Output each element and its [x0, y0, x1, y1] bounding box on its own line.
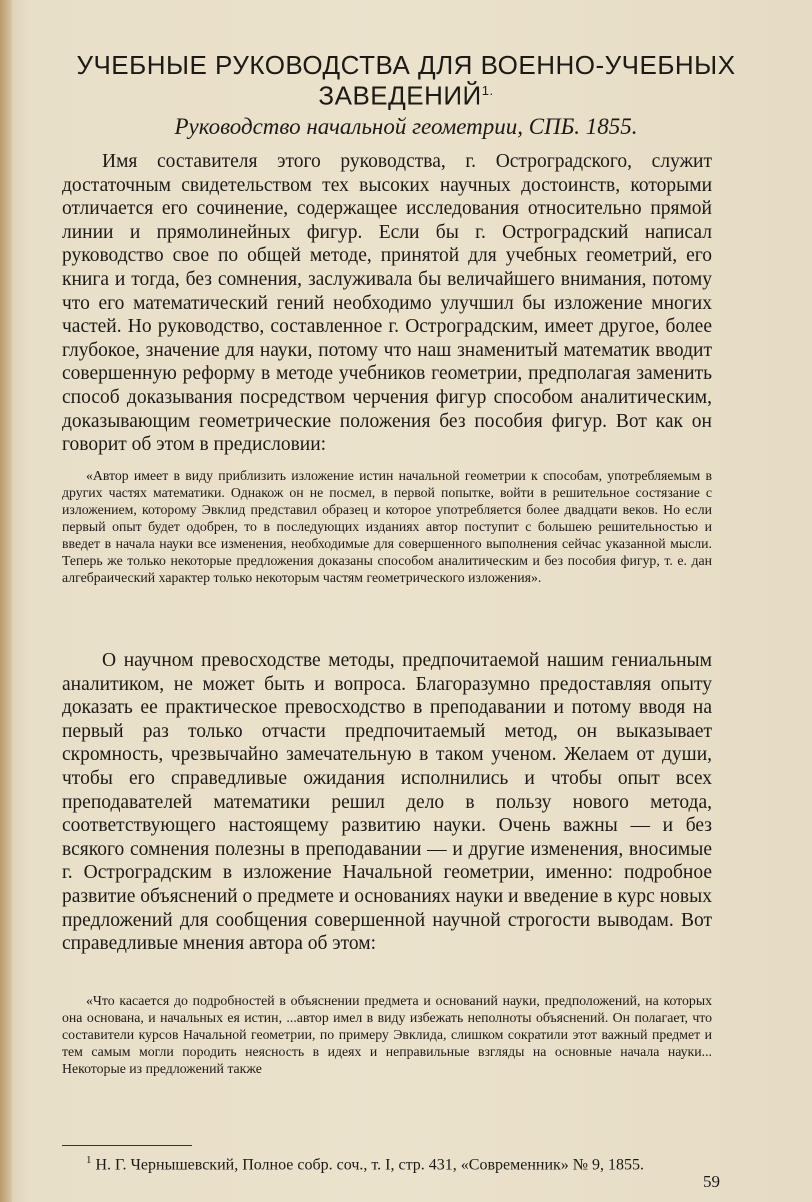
page-spine-edge: [0, 0, 12, 1202]
page-title: [40, 52, 772, 109]
footnote-divider: [62, 1145, 192, 1146]
body-paragraph-1: Имя составителя этого руководства, г. Остроградского, служит достаточным свидетельством тех высоких научных достоинств, которыми отличается его сочинение, содержащее исследования относительно прямой линии и прямолинейных фигур. Если бы г. Остроградский написал руководство свое по общей методе, принятой для учебных геометрий, его книга и тогда, без сомнения, заслуживала бы величайшего внимания, потому что его математический гений необходимо улучшил бы изложение многих частей. Но руководство, составленное г. Остроградским, имеет другое, более глубокое, значение для науки, потому что наш знаменитый математик вводит совершенную реформу в методе учебников геометрии, предполагая заменить способ доказывания посредством черчения фигур способом аналитическим, доказывающим геометрические положения без пособия фигур. Вот как он говорит об этом в предисловии:: [62, 151, 712, 456]
quote-2-block: [62, 992, 712, 1077]
title-text: УЧЕБНЫЕ РУКОВОДСТВА ДЛЯ ВОЕННО-УЧЕБНЫХ ЗАВЕДЕНИЙ: [76, 50, 736, 111]
footnote: [62, 1150, 712, 1175]
quote-1-block: [62, 467, 712, 586]
page-subtitle: Руководство начальной геометрии, СПБ. 1855.: [174, 114, 638, 139]
body-paragraph-1-block: [62, 150, 712, 457]
quote-paragraph-1: «Автор имеет в виду приблизить изложение истин начальной геометрии к способам, употребляемым в других частях математики. Однакож он не посмел, в первой попытке, войти в решительное состязание с изложением, которому Эвклид представил образец и которое употребляется более двадцати веков. Но если первый опыт будет одобрен, то в последующих изданиях автор поступит с большею решительностью и введет в начала науки все изменения, необходимые для совершенного выполнения сейчас указанной мысли. Теперь же только некоторые предложения доказаны способом аналитическим и без пособия фигур, т. е. дан алгебраический характер только некоторым частям геометрического изложения».: [62, 468, 712, 585]
footnote-text: Н. Г. Чернышевский, Полное собр. соч., т. I, стр. 431, «Современник» № 9, 1855.: [95, 1156, 645, 1174]
quote-paragraph-2: «Что касается до подробностей в объяснении предмета и оснований науки, предположений, на которых она основана, и начальных ея истин, ...автор имел в виду избежать неполноты объяснений. Он полагает, что составители курсов Начальной геометрии, по примеру Эвклида, слишком сократили этот важный предмет и тем самым могли породить неясность в идеях и неправильные взгляды на основные начала науки... Некоторые из предложений также: [62, 993, 712, 1076]
page-number: 59: [703, 1172, 720, 1191]
body-paragraph-2-block: [62, 649, 712, 956]
title-footnote-mark: 1.: [481, 83, 494, 98]
body-paragraph-2: О научном превосходстве методы, предпочитаемой нашим гениальным аналитиком, не может быть и вопроса. Благоразумно предоставляя опыту доказать ее практическое превосходство в преподавании и потому вводя на первый раз только отчасти предпочитаемый метод, он выказывает скромность, чрезвычайно замечательную в таком ученом. Желаем от души, чтобы его справедливые ожидания исполнились и чтобы опыт всех преподавателей математики решил дело в пользу нового метода, соответствующего настоящему развитию науки. Очень важны — и без всякого сомнения полезны в преподавании — и другие изменения, вносимые г. Остроградским в изложение Начальной геометрии, именно: подробное развитие объяснений о предмете и основаниях науки и введение в курс новых предложений для сообщения совершенной научной строгости выводам. Вот справедливые мнения автора об этом:: [62, 650, 712, 955]
footnote-mark: 1: [86, 1154, 92, 1166]
